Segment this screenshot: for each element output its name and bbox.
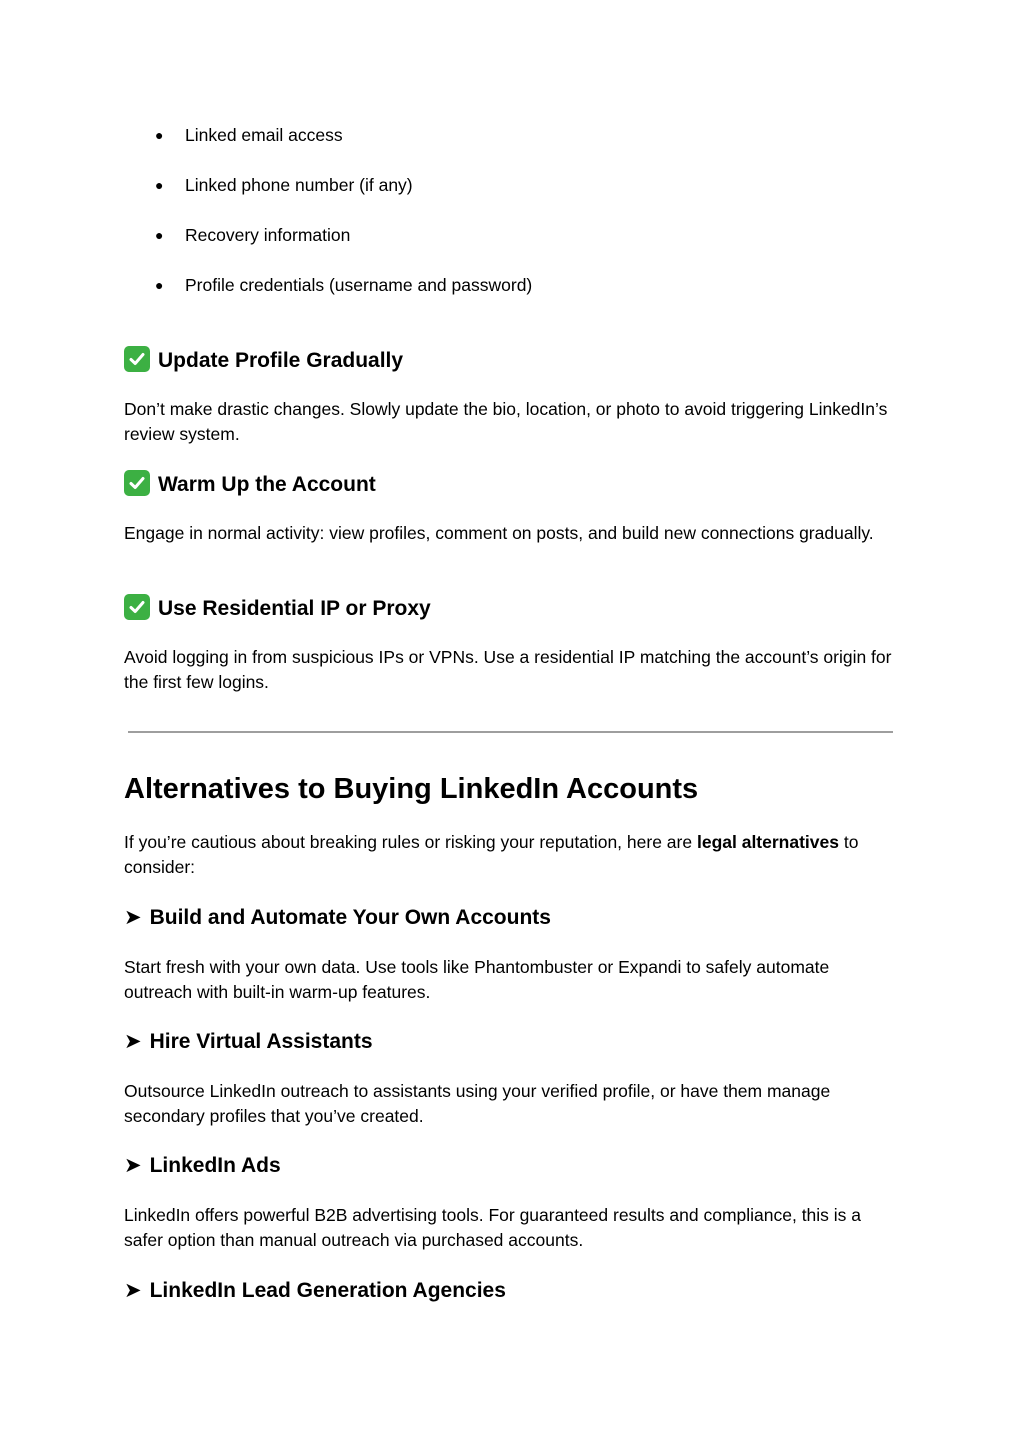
intro-text: If you’re cautious about breaking rules or risking your reputation, here are xyxy=(124,832,697,852)
section-heading-text: Update Profile Gradually xyxy=(158,349,404,372)
section-body: Engage in normal activity: view profiles, comment on posts, and build new connections gradually. xyxy=(124,523,874,543)
bullet-icon: ● xyxy=(155,127,164,143)
list-item-text: Linked phone number (if any) xyxy=(185,175,413,195)
page-title: Alternatives to Buying LinkedIn Accounts xyxy=(124,773,699,805)
section-heading xyxy=(124,470,376,499)
section-heading-text: Warm Up the Account xyxy=(158,473,376,496)
alternative-heading-text: LinkedIn Lead Generation Agencies xyxy=(149,1279,506,1302)
alternative-heading-text: Build and Automate Your Own Accounts xyxy=(149,906,551,929)
intro-text-end: to consider: xyxy=(124,832,859,877)
bullet-icon: ● xyxy=(155,227,164,243)
arrow-icon: ➤ xyxy=(124,1154,142,1177)
check-mark-icon xyxy=(124,470,150,496)
list-item-text: Profile credentials (username and password) xyxy=(185,275,533,295)
intro-bold-text: legal alternatives xyxy=(696,832,839,852)
alternative-body: Outsource LinkedIn outreach to assistants using your verified profile, or have them manage secondary profiles that you’ve created. xyxy=(124,1081,831,1126)
list-item-text: Linked email access xyxy=(185,125,343,145)
alternative-body: LinkedIn offers powerful B2B advertising tools. For guaranteed results and compliance, this is a safer option than manual outreach via purchased accounts. xyxy=(124,1205,862,1250)
list-item-text: Recovery information xyxy=(185,225,351,245)
arrow-icon: ➤ xyxy=(124,1279,142,1302)
section-heading-text: Use Residential IP or Proxy xyxy=(158,597,431,620)
horizontal-divider xyxy=(128,731,893,733)
section-body: Don’t make drastic changes. Slowly update the bio, location, or photo to avoid triggering LinkedIn’s review system. xyxy=(124,399,888,444)
section-heading xyxy=(124,594,431,623)
alternative-heading xyxy=(124,1277,506,1305)
check-mark-icon xyxy=(124,346,150,372)
section-body: Avoid logging in from suspicious IPs or VPNs. Use a residential IP matching the account’s origin for the first few logins. xyxy=(124,647,892,692)
alternative-heading-text: LinkedIn Ads xyxy=(149,1154,281,1177)
arrow-icon: ➤ xyxy=(124,1030,142,1053)
alternative-heading-text: Hire Virtual Assistants xyxy=(149,1030,373,1053)
intro-paragraph xyxy=(124,830,899,880)
section-heading xyxy=(124,346,403,375)
alternative-heading xyxy=(124,1152,281,1180)
alternative-heading xyxy=(124,1028,373,1056)
arrow-icon: ➤ xyxy=(124,906,142,929)
check-mark-icon xyxy=(124,594,150,620)
alternative-heading xyxy=(124,904,551,932)
alternative-body: Start fresh with your own data. Use tools like Phantombuster or Expandi to safely automate outreach with built-in warm-up features. xyxy=(124,957,830,1002)
bullet-icon: ● xyxy=(155,277,164,293)
bullet-icon: ● xyxy=(155,177,164,193)
